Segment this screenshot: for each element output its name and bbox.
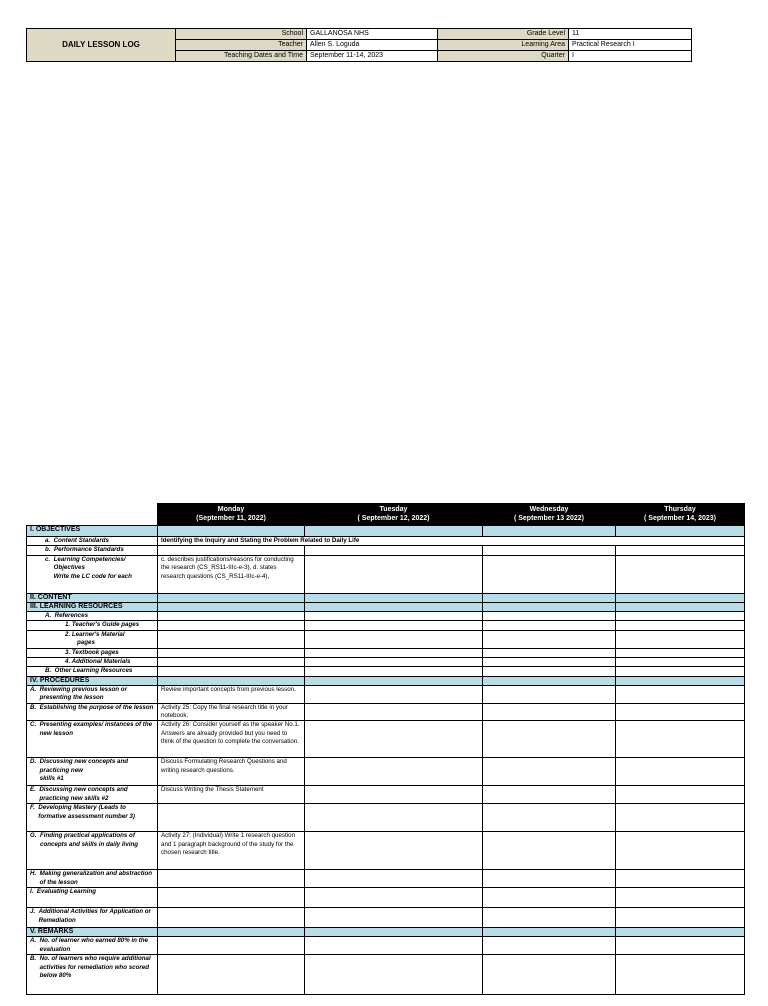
procedure-i-monday	[158, 888, 305, 908]
corner-cell	[27, 504, 158, 526]
row-procedure-c: C. Presenting examples/ instances of the new lesson	[27, 721, 158, 758]
log-title: DAILY LESSON LOG	[27, 29, 176, 62]
row-procedure-j: J. Additional Activities for Application or Remediation	[27, 908, 158, 928]
quarter-value: I	[569, 51, 692, 62]
row-performance-standards: b. Performance Standards	[27, 546, 158, 555]
section-procedures: IV. PROCEDURES	[27, 676, 158, 685]
procedure-d-monday: Discuss Formulating Research Questions and writing research questions.	[158, 758, 305, 786]
teaching-dates-label: Teaching Dates and Time	[176, 51, 307, 62]
lesson-log-header	[26, 28, 692, 62]
learning-area-value: Practical Research I	[569, 40, 692, 51]
row-learners-material: 2. Learner's Material pages	[27, 630, 158, 648]
row-procedure-h: H. Making generalization and abstraction of the lesson	[27, 870, 158, 888]
row-other-resources: B. Other Learning Resources	[27, 667, 158, 676]
teacher-value: Allen S. Loguda	[307, 40, 438, 51]
learning-area-label: Learning Area	[438, 40, 569, 51]
row-procedure-e: E. Discussing new concepts and practicing new skills #2	[27, 786, 158, 804]
content-standards-value: Identifying the Inquiry and Stating the Problem Related to Daily Life	[158, 537, 745, 546]
school-label: School	[176, 29, 307, 40]
row-references: A. References	[27, 611, 158, 620]
procedure-j-monday	[158, 908, 305, 928]
section-remarks: V. REMARKS	[27, 928, 158, 937]
row-remark-b: B. No. of learners who require additional activities for remediation who scored below 80%	[27, 955, 158, 995]
row-procedure-a: A. Reviewing previous lesson or presenting the lesson	[27, 685, 158, 703]
day-header-thursday: Thursday ( September 14, 2023)	[616, 504, 745, 526]
row-remark-a: A. No. of learner who earned 80% in the evaluation	[27, 937, 158, 955]
procedure-b-monday: Activity 25: Copy the final research title in your notebook.	[158, 703, 305, 721]
row-content-standards: a. Content Standards	[27, 537, 158, 546]
section-objectives: I. OBJECTIVES	[27, 526, 158, 537]
procedure-f-monday	[158, 804, 305, 832]
day-header-tuesday: Tuesday ( September 12, 2022)	[305, 504, 483, 526]
procedure-a-monday: Review important concepts from previous lesson.	[158, 685, 305, 703]
row-procedure-i: I. Evaluating Learning	[27, 888, 158, 908]
procedure-h-monday	[158, 870, 305, 888]
school-value: GALLANOSA NHS	[307, 29, 438, 40]
quarter-label: Quarter	[438, 51, 569, 62]
row-teachers-guide: 1. Teacher's Guide pages	[27, 621, 158, 630]
section-learning-resources: III. LEARNING RESOURCES	[27, 602, 158, 611]
teaching-dates-value: September 11-14, 2023	[307, 51, 438, 62]
row-procedure-b: B. Establishing the purpose of the lesson	[27, 703, 158, 721]
row-learning-competencies: c. Learning Competencies/ Objectives Write the LC code for each	[27, 555, 158, 593]
row-procedure-g: G. Finding practical applications of concepts and skills in daily living	[27, 832, 158, 870]
row-textbook-pages: 3. Textbook pages	[27, 648, 158, 657]
grade-level-value: 11	[569, 29, 692, 40]
row-additional-materials: 4. Additional Materials	[27, 658, 158, 667]
day-header-monday: Monday (September 11, 2022)	[158, 504, 305, 526]
row-procedure-d: D. Discussing new concepts and practicing new skills #1	[27, 758, 158, 786]
learning-competencies-monday: c. describes justifications/reasons for conducting the research (CS_RS11-IIIc-e-3), d. states research questions (CS_RS11-IIIc-e-4),	[158, 555, 305, 593]
procedure-c-monday: Activity 26: Consider yourself as the speaker No.1. Answers are already provided but you need to think of the question to complete the conversation.	[158, 721, 305, 758]
teacher-label: Teacher	[176, 40, 307, 51]
row-procedure-f: F. Developing Mastery (Leads to formative assessment number 3)	[27, 804, 158, 832]
procedure-g-monday: Activity 27: (Individual) Write 1 research question and 1 paragraph background of the study for the chosen research title.	[158, 832, 305, 870]
procedure-e-monday: Discuss Writing the Thesis Statement	[158, 786, 305, 804]
grade-level-label: Grade Level	[438, 29, 569, 40]
day-header-wednesday: Wednesday ( September 13 2022)	[483, 504, 616, 526]
lesson-log-table	[26, 503, 745, 995]
section-content: II. CONTENT	[27, 593, 158, 602]
